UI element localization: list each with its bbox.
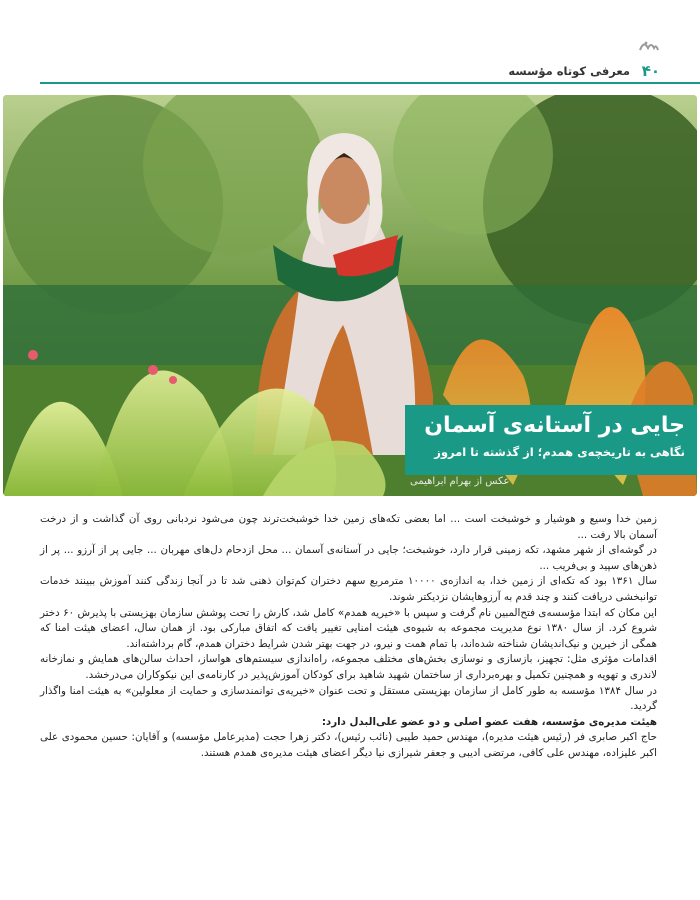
photo-credit: عکس از بهرام ابراهیمی [410,476,510,487]
article-paragraph: سال ۱۳۶۱ بود که تکه‌ای از زمین خدا، به اندازه‌ی ۱۰۰۰۰ مترمربع سهم دختران کم‌توان ذهنی شد تا در آنجا زندگی کنند آموزش ببینند خدمات توانبخشی دریافت کنند و چند قدم به آرزوهایشان نزدیکتر شوند. [40,575,657,603]
board-members: حاج اکبر صابری فر (رئیس هیئت مدیره)، مهندس حمید طیبی (نائب رئیس)، دکتر زهرا حجت (مدیرعامل مؤسسه) و آقایان: حسین محمودی علی اکبر علیزاده، مهندس علی کافی، مرتضی ادیبی و جعفر شیرازی نیا دیگر اعضای هیئت مدیره‌ی همدم هستند. [40,731,657,759]
article-paragraph: این مکان که ابتدا مؤسسه‌ی فتح‌المبین نام گرفت و سپس با «خیریه همدم» کامل شد، کارش را تحت پوشش سازمان بهزیستی با پذیرش ۶۰ دختر شروع کرد. از سال ۱۳۸۰ نوع مدیریت مجموعه به شیوه‌ی هیئت امنایی تغییر یافت که اتفاق مبارکی بود. از همان سال، اعضای هیئت امنا که همگی از خیرین و نیک‌اندیشان شناخته شده‌اند، با تمام همت و نیرو، در جهت بهتر شدن شرایط دختران همدم، گام برداشته‌اند. [40,606,657,650]
article-title: جایی در آستانه‌ی آسمان [424,413,685,438]
article-paragraph: در گوشه‌ای از شهر مشهد، تکه زمینی قرار دارد، خوشبخت؛ جایی در آستانه‌ی آسمان ... محل ازدحام دل‌های مهربان ... جایی پر از آرزو ... پر از ذهن‌های سپید و بی‌فریب ... [40,544,657,572]
hamdam-logo-icon [638,38,660,54]
article-paragraph: اقدامات مؤثری مثل: تجهیز، بازسازی و نوسازی بخش‌های مختلف مجموعه، راه‌اندازی سیستم‌های هواساز، احداث سالن‌های همایش و نمازخانه لاندری و تهویه و همچنین تکمیل و بهره‌برداری از ساختمان شهید شاهید برای کودکان آموزش‌پذیر در کارنامه‌ی این نیکوکاران می‌درخشد. [40,653,657,681]
article-subtitle: نگاهی به تاریخچه‌ی همدم؛ از گذشته تا امروز [434,445,685,459]
article-paragraph: زمین خدا وسیع و هوشیار و خوشبخت است ... اما بعضی تکه‌های زمین خدا خوشبخت‌ترند چون می‌شود نردبانی روی آن گذاشت و از درخت آسمان بالا رفت ... [40,513,657,541]
board-heading: هیئت مدیره‌ی مؤسسه، هفت عضو اصلی و دو عضو علی‌البدل دارد: [321,715,657,728]
article-body [40,512,657,762]
page-header [0,58,700,88]
header-divider [40,82,700,84]
page-number: ۴۰ [641,62,660,80]
article-paragraph: در سال ۱۳۸۴ مؤسسه به طور کامل از سازمان بهزیستی مستقل و تحت عنوان «خیریه‌ی توانمندسازی و حمایت از معلولین» به هیئت امنا واگذار گردید. [40,684,657,713]
section-title: معرفی کوتاه مؤسسه [508,64,630,78]
article-title-box [405,405,697,475]
